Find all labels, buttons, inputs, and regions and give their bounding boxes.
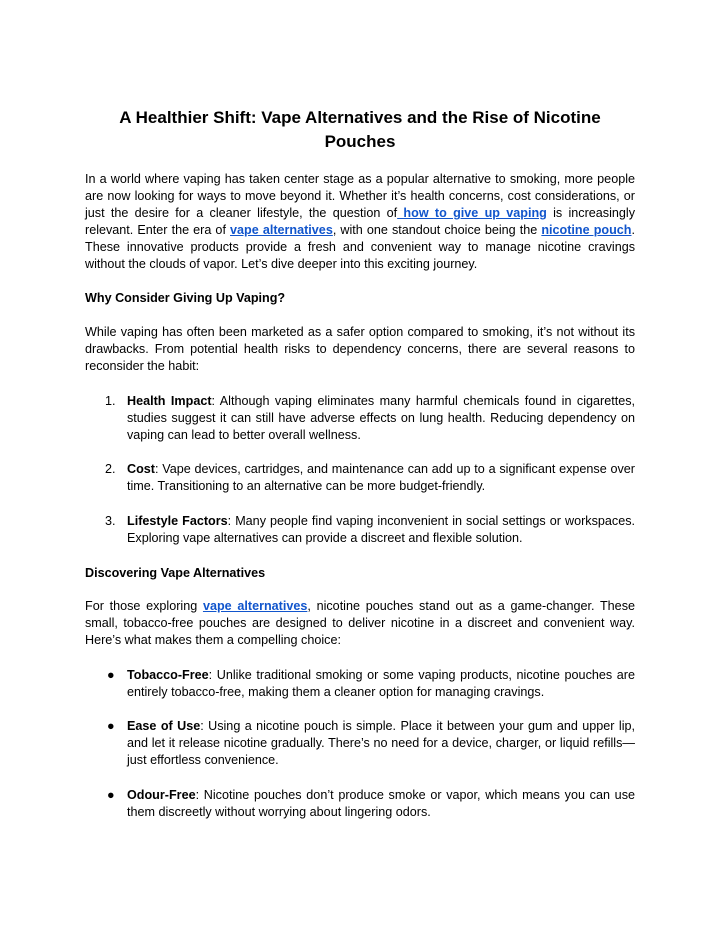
intro-text-3: , with one standout choice being the	[332, 223, 542, 237]
list-number: 2.	[105, 462, 116, 476]
section2-text-2: , nicotine pouches stand out as a game-changer. These small, tobacco-free pouches are designed to deliver nicotine in a discreet and convenient way. Here’s what makes them a compelling choice:	[85, 599, 635, 647]
list-item-body: : Although vaping eliminates many harmful chemicals found in cigarettes, studies suggest it can still have adverse effects on lung health. Reducing dependency on vaping can lead to better overall wellness.	[127, 394, 635, 442]
page-title: A Healthier Shift: Vape Alternatives and the Rise of Nicotine Pouches	[119, 108, 601, 151]
bullet-dot-icon: ●	[107, 668, 115, 682]
list-item-term: Cost	[127, 462, 155, 476]
bullet-item-term: Tobacco-Free	[127, 668, 209, 682]
list-number: 3.	[105, 514, 116, 528]
list-number: 1.	[105, 394, 116, 408]
bullet-item-text	[127, 667, 635, 701]
bullet-item-text	[127, 718, 635, 769]
section-heading-why-consider: Why Consider Giving Up Vaping?	[85, 291, 286, 305]
bullet-item-term: Odour-Free	[127, 788, 196, 802]
link-how-to-give-up-vaping[interactable]: how to give up vaping	[397, 206, 547, 220]
list-item-body: : Vape devices, cartridges, and maintenance can add up to a significant expense over time. Transitioning to an alternative can be more budget-friendly.	[127, 462, 635, 493]
section2-paragraph	[85, 598, 635, 649]
list-item-text	[127, 393, 635, 444]
link-nicotine-pouch[interactable]: nicotine pouch	[541, 223, 632, 237]
bullet-item-body: : Using a nicotine pouch is simple. Place it between your gum and upper lip, and let it release nicotine gradually. There’s no need for a device, charger, or liquid refills—just effortless convenience.	[127, 719, 636, 767]
bullet-item-term: Ease of Use	[127, 719, 201, 733]
intro-text-1: In a world where vaping has taken center stage as a popular alternative to smoking, more people are now looking for ways to move beyond it. Whether it’s health concerns, cost considerations, or just the desire for a cleaner lifestyle, the question of	[85, 172, 635, 220]
list-item-term: Health Impact	[127, 394, 212, 408]
list-item-text	[127, 513, 635, 547]
link-vape-alternatives-2[interactable]: vape alternatives	[202, 599, 308, 613]
bullet-dot-icon: ●	[107, 788, 115, 802]
section1-paragraph: While vaping has often been marketed as a safer option compared to smoking, it’s not without its drawbacks. From potential health risks to dependency concerns, there are several reasons to reconsider the habit:	[85, 325, 635, 373]
list-item-body: : Many people find vaping inconvenient in social settings or workspaces. Exploring vape alternatives can provide a discreet and flexible solution.	[127, 514, 635, 545]
intro-paragraph	[85, 171, 635, 273]
list-item-text	[127, 461, 635, 495]
section2-text-1: For those exploring	[85, 599, 203, 613]
link-vape-alternatives[interactable]: vape alternatives	[230, 223, 333, 237]
bullet-item-body: : Nicotine pouches don’t produce smoke or vapor, which means you can use them discreetly without worrying about lingering odors.	[127, 788, 635, 819]
intro-text-4: . These innovative products provide a fresh and convenient way to manage nicotine cravings without the clouds of vapor. Let’s dive deeper into this exciting journey.	[85, 223, 635, 271]
bullet-item-text	[127, 787, 635, 821]
bullet-dot-icon: ●	[107, 719, 115, 733]
intro-text-2: is increasingly relevant. Enter the era of	[85, 206, 635, 237]
bullet-item-body: : Unlike traditional smoking or some vaping products, nicotine pouches are entirely tobacco-free, making them a cleaner option for managing cravings.	[127, 668, 635, 699]
section-heading-discovering: Discovering Vape Alternatives	[85, 566, 266, 580]
list-item-term: Lifestyle Factors	[127, 514, 228, 528]
